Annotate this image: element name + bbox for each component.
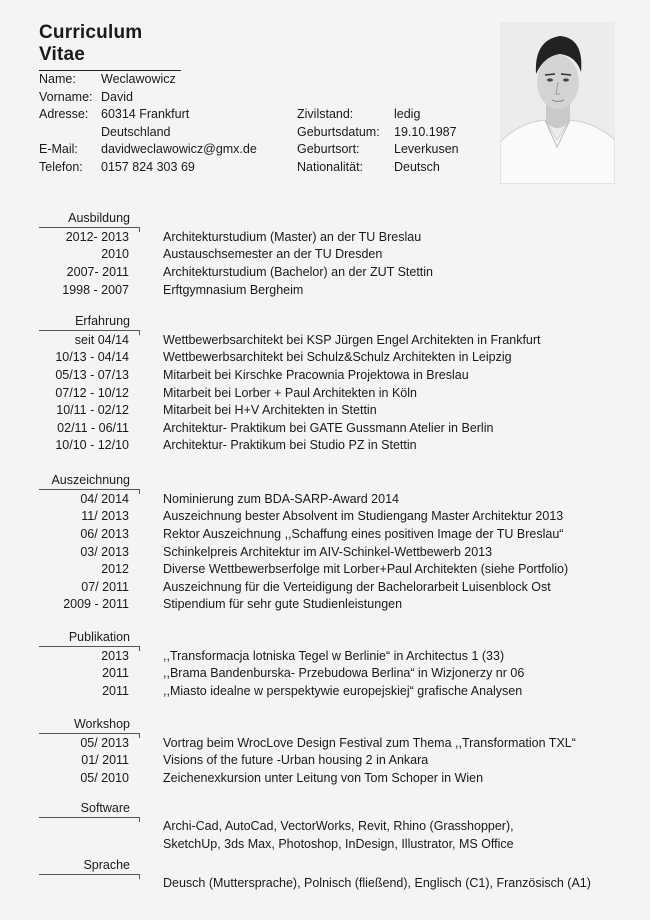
entry: 2013 ,,Transformacja lotniska Tegel w Berlinie“ in Architectus 1 (33) bbox=[101, 648, 505, 663]
section-divider bbox=[39, 817, 139, 818]
entry: 02/11 - 06/11 Architektur- Praktikum bei GATE Gussmann Atelier in Berlin bbox=[57, 420, 494, 435]
entry: 05/ 2010 Zeichenexkursion unter Leitung von Tom Schoper in Wien bbox=[80, 770, 484, 785]
personal-info-left bbox=[39, 71, 257, 176]
portrait-icon bbox=[500, 22, 615, 184]
info-row: Deutschland bbox=[101, 124, 171, 139]
info-row: Vorname: David bbox=[39, 89, 133, 104]
entry: 2012- 2013 Architekturstudium (Master) an der TU Breslau bbox=[65, 229, 422, 244]
section-heading: Auszeichnung bbox=[51, 473, 130, 487]
section-heading: Workshop bbox=[73, 717, 130, 731]
section-heading: Ausbildung bbox=[68, 211, 130, 225]
info-row: E-Mail: davidweclawowicz@gmx.de bbox=[39, 141, 257, 159]
entry: 10/13 - 04/14 Wettbewerbsarchitekt bei Schulz&Schulz Architekten in Leipzig bbox=[55, 350, 512, 365]
entry: 05/13 - 07/13 Mitarbeit bei Kirschke Pracownia Projektowa in Breslau bbox=[55, 367, 469, 382]
info-row: Zivilstand: ledig bbox=[297, 107, 421, 121]
section-heading: Publikation bbox=[68, 630, 130, 644]
entry: 2011 ,,Brama Bandenburska- Przebudowa Berlina“ in Wizjonerzy nr 06 bbox=[102, 666, 525, 681]
entry: 2007- 2011 Architekturstudium (Bachelor) an der ZUT Stettin bbox=[66, 264, 434, 279]
info-row: Geburtsort: Leverkusen bbox=[297, 142, 459, 156]
section-heading: Software bbox=[80, 801, 130, 815]
personal-info-right bbox=[297, 106, 459, 176]
email-link[interactable]: davidweclawowicz@gmx.de bbox=[101, 142, 257, 156]
info-row: Name: Weclawowicz bbox=[39, 72, 176, 86]
entry: 10/10 - 12/10 Architektur- Praktikum bei Studio PZ in Stettin bbox=[55, 438, 417, 453]
entry: 2011 ,,Miasto idealne w perspektywie europejskiej“ grafische Analysen bbox=[102, 683, 523, 698]
section-divider-tick bbox=[139, 817, 140, 822]
entry: 11/ 2013 Auszeichnung bester Absolvent im Studiengang Master Architektur 2013 bbox=[81, 509, 564, 524]
document-title: Curriculum Vitae bbox=[39, 22, 181, 71]
entry: 03/ 2013 Schinkelpreis Architektur im AIV-Schinkel-Wettbewerb 2013 bbox=[80, 544, 493, 559]
entry: 10/11 - 02/12 Mitarbeit bei H+V Architekten in Stettin bbox=[56, 403, 377, 418]
entry: seit 04/14 Wettbewerbsarchitekt bei KSP Jürgen Engel Architekten in Frankfurt bbox=[74, 332, 541, 347]
section-heading: Sprache bbox=[83, 858, 130, 872]
software-list: Archi-Cad, AutoCad, VectorWorks, Revit, Rhino (Grasshopper), SketchUp, 3ds Max, Photoshop, InDesign, Illustrator, MS Office bbox=[163, 819, 514, 851]
entry: 07/ 2011 Auszeichnung für die Verteidigung der Bachelorarbeit Luisenblock Ost bbox=[81, 579, 551, 594]
portrait-photo bbox=[500, 22, 615, 184]
entry: 05/ 2013 Vortrag beim WrocLove Design Festival zum Thema ,,Transformation TXL“ bbox=[80, 735, 576, 750]
section-heading: Erfahrung bbox=[75, 314, 130, 328]
phone-number: 0157 824 303 69 bbox=[101, 159, 195, 174]
info-row: Nationalität: Deutsch bbox=[297, 159, 440, 174]
entry: 1998 - 2007 Erftgymnasium Bergheim bbox=[62, 282, 304, 297]
entry: 2010 Austauschsemester an der TU Dresden bbox=[101, 247, 383, 262]
language-list: Deusch (Muttersprache), Polnisch (fließend), Englisch (C1), Französisch (A1) bbox=[163, 876, 591, 890]
section-divider bbox=[39, 874, 139, 875]
entry: 2012 Diverse Wettbewerbserfolge mit Lorber+Paul Architekten (siehe Portfolio) bbox=[101, 562, 569, 577]
info-row: Geburtsdatum: 19.10.1987 bbox=[297, 124, 457, 139]
entry: 2009 - 2011 Stipendium für sehr gute Studienleistungen bbox=[63, 597, 403, 612]
entry: 01/ 2011 Visions of the future -Urban housing 2 in Ankara bbox=[81, 753, 429, 768]
entry: 04/ 2014 Nominierung zum BDA-SARP-Award 2014 bbox=[80, 491, 399, 506]
section-divider-tick bbox=[139, 874, 140, 879]
info-row: Telefon: 0157 824 303 69 bbox=[39, 159, 257, 177]
info-row: Adresse: 60314 Frankfurt bbox=[39, 107, 190, 121]
entry: 06/ 2013 Rektor Auszeichnung ,,Schaffung eines positiven Image der TU Breslau“ bbox=[80, 526, 564, 541]
entry: 07/12 - 10/12 Mitarbeit bei Lorber + Paul Architekten in Köln bbox=[55, 385, 417, 400]
